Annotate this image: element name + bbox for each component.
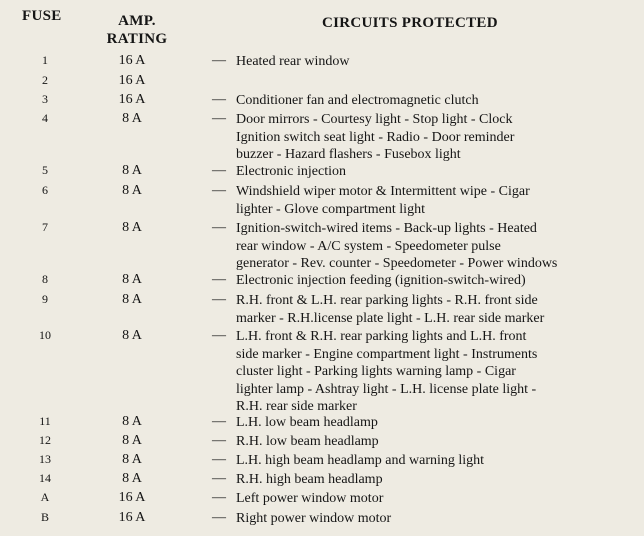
circuits-text: Electronic injection feeding (ignition-switch-wired) <box>236 273 526 288</box>
dash: — <box>212 471 226 486</box>
circuits-text: R.H. low beam headlamp <box>236 434 379 449</box>
circuits-text: L.H. front & R.H. rear parking lights and L.H. front side marker - Engine compartment light - Instruments cluster light - Parking lights warning lamp - Cigar lighter lamp - Ashtray light - L.H. license plate light - R.H. rear side marker <box>236 329 538 414</box>
fuse-number: 12 <box>39 433 51 447</box>
circuits-text: L.H. low beam headlamp <box>236 415 378 430</box>
dash: — <box>212 510 226 525</box>
circuits-text: Door mirrors - Courtesy light - Stop light - Clock Ignition switch seat light - Radio - Door reminder buzzer - Hazard flashers - Fusebox light <box>236 112 515 162</box>
amp-rating: 8 A <box>122 272 142 287</box>
amp-rating: 8 A <box>122 111 142 126</box>
dash: — <box>212 433 226 448</box>
fuse-number: 3 <box>42 92 48 106</box>
amp-rating: 8 A <box>122 183 142 198</box>
amp-rating: 16 A <box>118 510 146 525</box>
header-amp-rating <box>102 12 172 48</box>
fuse-number: 9 <box>42 292 48 306</box>
fuse-number: 4 <box>42 111 48 125</box>
fuse-number: 8 <box>42 272 48 286</box>
circuits-text: L.H. high beam headlamp and warning light <box>236 453 485 468</box>
dash: — <box>212 92 226 107</box>
amp-rating: 8 A <box>122 433 142 448</box>
amp-rating: 8 A <box>122 163 142 178</box>
dash: — <box>212 328 226 343</box>
amp-rating: 8 A <box>122 452 142 467</box>
amp-rating: 8 A <box>122 292 142 307</box>
amp-rating: 8 A <box>122 328 142 343</box>
fuse-number: 5 <box>42 163 48 177</box>
circuits-text: Right power window motor <box>236 511 392 526</box>
dash: — <box>212 292 226 307</box>
fuse-number: 10 <box>39 328 51 342</box>
header-circuits-protected: CIRCUITS PROTECTED <box>322 15 498 31</box>
amp-rating: 16 A <box>118 92 146 107</box>
fuse-number: 7 <box>42 220 48 234</box>
fuse-number: 6 <box>42 183 48 197</box>
fuse-number: 14 <box>39 471 51 485</box>
amp-rating: 16 A <box>118 73 146 88</box>
fuse-number: A <box>40 490 50 504</box>
circuits-text: Ignition-switch-wired items - Back-up lights - Heated rear window - A/C system - Speedometer pulse generator - Rev. counter - Speedometer - Power windows <box>236 221 558 271</box>
amp-rating: 8 A <box>122 471 142 486</box>
circuits-text: Heated rear window <box>236 54 350 69</box>
fuse-number: 2 <box>42 73 48 87</box>
header-amp-line2: RATING <box>106 31 168 47</box>
header-fuse: FUSE <box>22 8 62 24</box>
dash: — <box>212 220 226 235</box>
circuits-text: Electronic injection <box>236 164 347 179</box>
dash: — <box>212 53 226 68</box>
dash: — <box>212 183 226 198</box>
dash: — <box>212 414 226 429</box>
fuse-number: 11 <box>39 414 51 428</box>
circuits-text: Left power window motor <box>236 491 384 506</box>
dash: — <box>212 111 226 126</box>
fuse-number: B <box>40 510 49 524</box>
amp-rating: 8 A <box>122 414 142 429</box>
amp-rating: 8 A <box>122 220 142 235</box>
amp-rating: 16 A <box>118 53 146 68</box>
fuse-number: 13 <box>39 452 51 466</box>
header-amp-line1: AMP. <box>118 13 156 29</box>
circuits-text: R.H. high beam headlamp <box>236 472 383 487</box>
circuits-text: Windshield wiper motor & Intermittent wipe - Cigar lighter - Glove compartment light <box>236 184 530 217</box>
dash: — <box>212 452 226 467</box>
dash: — <box>212 490 226 505</box>
dash: — <box>212 163 226 178</box>
dash: — <box>212 272 226 287</box>
circuits-text: Conditioner fan and electromagnetic clutch <box>236 93 479 108</box>
circuits-text: R.H. front & L.H. rear parking lights - R.H. front side marker - R.H.license plate light - L.H. rear side marker <box>236 293 545 326</box>
amp-rating: 16 A <box>118 490 146 505</box>
fuse-number: 1 <box>42 53 48 67</box>
